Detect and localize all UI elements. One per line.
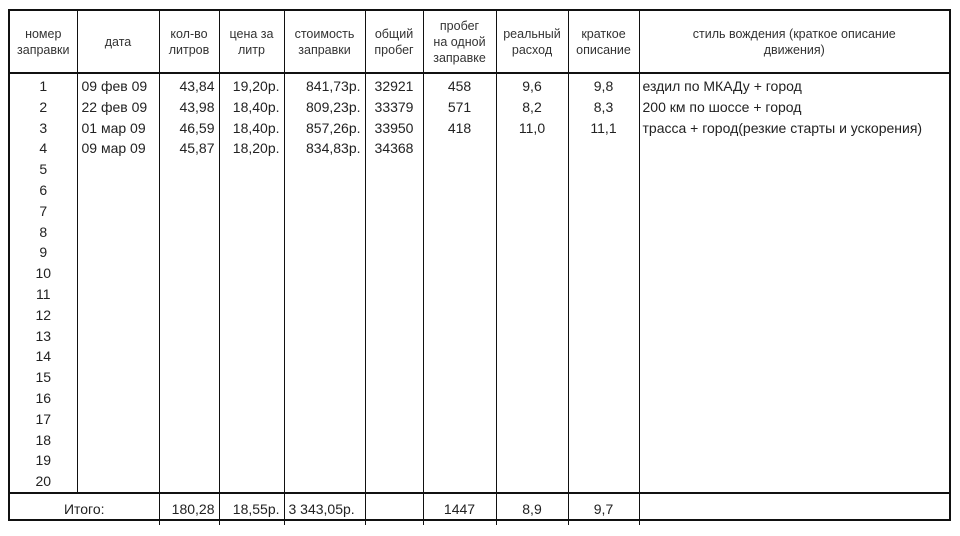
cell-liters [159,222,219,243]
cell-short-description [568,326,639,347]
cell-short-description: 8,3 [568,97,639,118]
fuel-log-table [10,11,949,525]
cell-liters [159,450,219,471]
cell-liters: 43,98 [159,97,219,118]
cell-date [77,388,159,409]
cell-short-description: 9,8 [568,73,639,97]
cell-odometer [365,409,423,430]
cell-cost: 809,23р. [284,97,365,118]
cell-price [219,450,284,471]
cell-short-description [568,367,639,388]
cell-real-consumption: 9,6 [496,73,568,97]
cell-price [219,242,284,263]
cell-odometer [365,242,423,263]
cell-odometer [365,367,423,388]
cell-real-consumption [496,138,568,159]
cell-price [219,409,284,430]
cell-real-consumption [496,284,568,305]
cell-real-consumption [496,471,568,493]
cell-driving-style: ездил по МКАДу + город [642,78,802,94]
cell-cost [284,346,365,367]
cell-short-description [568,430,639,451]
table-row [10,326,949,347]
table-row [10,367,949,388]
cell-trip [423,263,496,284]
cell-price [219,201,284,222]
cell-trip [423,346,496,367]
cell-price [219,471,284,493]
cell-odometer [365,201,423,222]
cell-number: 18 [10,430,77,451]
total-real-consumption: 8,9 [496,493,568,525]
cell-number: 14 [10,346,77,367]
total-liters: 180,28 [159,493,219,525]
cell-driving-style [639,263,949,284]
cell-date [77,201,159,222]
cell-number: 15 [10,367,77,388]
cell-trip [423,326,496,347]
cell-odometer [365,346,423,367]
cell-short-description [568,409,639,430]
cell-short-description [568,138,639,159]
cell-trip [423,409,496,430]
cell-number: 1 [10,73,77,97]
cell-trip [423,242,496,263]
table-row [10,409,949,430]
cell-real-consumption [496,263,568,284]
cell-trip [423,159,496,180]
cell-number: 12 [10,305,77,326]
cell-odometer [365,450,423,471]
cell-date [77,430,159,451]
cell-price [219,305,284,326]
cell-cost: 857,26р. [284,118,365,139]
cell-short-description: 11,1 [568,118,639,139]
cell-real-consumption [496,201,568,222]
cell-driving-style [639,326,949,347]
cell-trip [423,471,496,493]
table-row [10,73,949,97]
cell-short-description [568,471,639,493]
cell-liters: 45,87 [159,138,219,159]
table-row [10,284,949,305]
cell-trip: 418 [423,118,496,139]
cell-driving-style [639,388,949,409]
cell-real-consumption: 11,0 [496,118,568,139]
cell-cost [284,159,365,180]
cell-price [219,284,284,305]
cell-cost [284,430,365,451]
cell-real-consumption [496,346,568,367]
cell-date [77,284,159,305]
cell-trip [423,222,496,243]
cell-price [219,180,284,201]
header-real-consumption: реальный расход [496,11,568,73]
cell-price [219,159,284,180]
cell-driving-style [639,138,949,159]
cell-short-description [568,159,639,180]
cell-liters [159,305,219,326]
cell-date [77,305,159,326]
cell-cost [284,180,365,201]
cell-real-consumption [496,409,568,430]
header-row [10,11,949,73]
total-price: 18,55р. [219,493,284,525]
cell-number: 17 [10,409,77,430]
cell-real-consumption [496,326,568,347]
cell-real-consumption [496,305,568,326]
cell-liters [159,409,219,430]
table-row [10,430,949,451]
table-row [10,222,949,243]
cell-short-description [568,284,639,305]
cell-date [77,159,159,180]
cell-liters: 43,84 [159,73,219,97]
total-trip: 1447 [423,493,496,525]
cell-driving-style [639,201,949,222]
cell-price: 19,20р. [219,73,284,97]
cell-odometer [365,222,423,243]
cell-cost [284,471,365,493]
cell-real-consumption [496,388,568,409]
cell-real-consumption [496,450,568,471]
cell-driving-style [639,222,949,243]
header-trip: пробег на одной заправке [423,11,496,73]
header-date: дата [77,11,159,73]
cell-price [219,346,284,367]
cell-date [77,263,159,284]
cell-cost [284,326,365,347]
cell-cost [284,201,365,222]
cell-short-description [568,242,639,263]
cell-short-description [568,201,639,222]
cell-driving-style: 200 км по шоссе + город [642,98,802,115]
cell-number: 13 [10,326,77,347]
cell-short-description [568,450,639,471]
cell-short-description [568,180,639,201]
total-row [10,493,949,525]
cell-number: 6 [10,180,77,201]
cell-short-description [568,222,639,243]
table-row [10,346,949,367]
cell-real-consumption [496,180,568,201]
cell-cost [284,222,365,243]
cell-trip [423,450,496,471]
cell-date: 01 мар 09 [77,118,159,139]
table-row [10,159,949,180]
cell-odometer: 34368 [365,138,423,159]
table-row [10,138,949,159]
cell-price [219,388,284,409]
cell-liters [159,242,219,263]
cell-date [77,326,159,347]
cell-liters [159,326,219,347]
table-row [10,450,949,471]
cell-odometer [365,326,423,347]
header-liters: кол-во литров [159,11,219,73]
cell-odometer: 33379 [365,97,423,118]
cell-real-consumption [496,159,568,180]
cell-date: 09 мар 09 [77,138,159,159]
cell-liters [159,430,219,451]
cell-driving-style [639,430,949,451]
table-row [10,118,949,139]
cell-price [219,263,284,284]
cell-short-description [568,263,639,284]
cell-real-consumption: 8,2 [496,97,568,118]
cell-odometer: 32921 [365,73,423,97]
cell-cost [284,367,365,388]
cell-liters [159,201,219,222]
cell-driving-style [639,159,949,180]
header-cost: стоимость заправки [284,11,365,73]
cell-trip [423,430,496,451]
cell-cost [284,305,365,326]
cell-real-consumption [496,222,568,243]
cell-price [219,430,284,451]
cell-real-consumption [496,367,568,388]
cell-number: 7 [10,201,77,222]
cell-driving-style [639,409,949,430]
cell-driving-style [639,284,949,305]
total-cost: 3 343,05р. [284,493,365,525]
cell-date [77,471,159,493]
cell-cost [284,242,365,263]
cell-cost [284,388,365,409]
cell-liters [159,263,219,284]
header-odometer: общий пробег [365,11,423,73]
cell-trip [423,388,496,409]
cell-odometer [365,471,423,493]
cell-trip [423,201,496,222]
cell-real-consumption [496,242,568,263]
cell-date [77,409,159,430]
cell-number: 10 [10,263,77,284]
cell-cost: 841,73р. [284,73,365,97]
header-price: цена за литр [219,11,284,73]
total-driving-style [639,493,949,525]
cell-date [77,346,159,367]
table-row [10,263,949,284]
cell-driving-style [639,242,949,263]
cell-driving-style [639,346,949,367]
cell-trip [423,367,496,388]
table-row [10,97,949,118]
cell-date [77,180,159,201]
cell-liters [159,471,219,493]
cell-number: 20 [10,471,77,493]
cell-trip [423,138,496,159]
table-row [10,180,949,201]
table-row [10,471,949,493]
cell-short-description [568,388,639,409]
cell-trip: 458 [423,73,496,97]
table-row [10,305,949,326]
cell-short-description [568,346,639,367]
cell-cost [284,409,365,430]
cell-driving-style [639,450,949,471]
table-row [10,201,949,222]
header-num: номер заправки [10,11,77,73]
cell-number: 11 [10,284,77,305]
cell-cost [284,284,365,305]
cell-driving-style [639,180,949,201]
cell-liters [159,346,219,367]
cell-price [219,367,284,388]
fuel-log-sheet [8,9,951,521]
cell-driving-style: трасса + город(резкие старты и ускорения) [642,119,923,136]
cell-odometer [365,430,423,451]
cell-trip [423,284,496,305]
cell-real-consumption [496,430,568,451]
cell-number: 3 [10,118,77,139]
cell-trip [423,305,496,326]
cell-liters [159,159,219,180]
cell-number: 4 [10,138,77,159]
cell-short-description [568,305,639,326]
cell-odometer [365,388,423,409]
cell-number: 2 [10,97,77,118]
cell-liters: 46,59 [159,118,219,139]
cell-price [219,326,284,347]
cell-number: 9 [10,242,77,263]
cell-odometer [365,180,423,201]
table-row [10,388,949,409]
cell-number: 19 [10,450,77,471]
cell-odometer [365,159,423,180]
cell-date: 22 фев 09 [77,97,159,118]
cell-trip [423,180,496,201]
cell-date [77,450,159,471]
header-driving-style: стиль вождения (краткое описание движения) [639,11,949,73]
cell-number: 5 [10,159,77,180]
cell-odometer [365,305,423,326]
cell-liters [159,388,219,409]
cell-liters [159,284,219,305]
cell-price: 18,40р. [219,118,284,139]
header-short-description: краткое описание [568,11,639,73]
cell-odometer [365,284,423,305]
cell-liters [159,180,219,201]
cell-odometer [365,263,423,284]
total-short-description: 9,7 [568,493,639,525]
cell-cost [284,263,365,284]
cell-driving-style [639,305,949,326]
cell-price: 18,20р. [219,138,284,159]
table-row [10,242,949,263]
cell-date [77,222,159,243]
cell-date [77,367,159,388]
cell-trip: 571 [423,97,496,118]
total-label: Итого: [10,493,159,525]
cell-price: 18,40р. [219,97,284,118]
cell-driving-style [639,367,949,388]
cell-number: 8 [10,222,77,243]
cell-price [219,222,284,243]
cell-liters [159,367,219,388]
cell-number: 16 [10,388,77,409]
cell-cost: 834,83р. [284,138,365,159]
cell-date [77,242,159,263]
cell-driving-style [639,471,949,493]
cell-odometer: 33950 [365,118,423,139]
cell-date: 09 фев 09 [77,73,159,97]
total-odometer [365,493,423,525]
cell-cost [284,450,365,471]
